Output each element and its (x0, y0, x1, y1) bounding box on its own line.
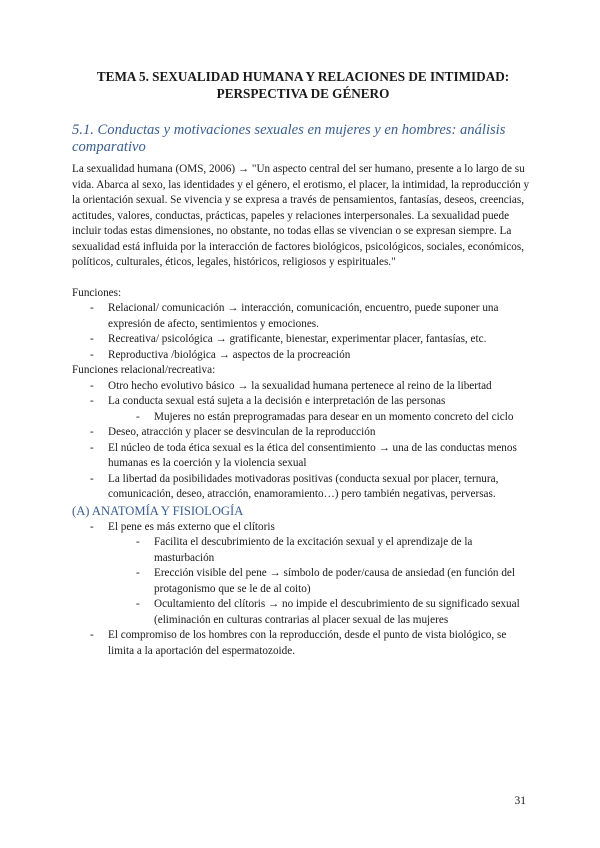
list-item-text: Facilita el descubrimiento de la excitación sexual y el aprendizaje de la masturbación (154, 536, 473, 564)
dash-bullet: - (90, 441, 94, 454)
list-item (72, 394, 534, 425)
sub-list-item (128, 535, 534, 566)
dash-bullet: - (90, 395, 94, 407)
dash-bullet: - (90, 520, 94, 533)
list-item (72, 379, 534, 395)
list-item (72, 332, 534, 348)
page-number: 31 (514, 795, 526, 807)
document-page (72, 68, 534, 659)
dash-bullet: - (90, 333, 94, 345)
list-item-text: Relacional/ comunicación → interacción, comunicación, encuentro, puede suponer una expresión de afecto, sentimientos y emociones. (108, 302, 499, 330)
intro-paragraph: La sexualidad humana (OMS, 2006) → "Un aspecto central del ser humano, presente a lo largo de su vida. Abarca al sexo, las identidades y el género, el erotismo, el placer, la intimidad, la reproducción y la orientación sexual. Se vivencia y se expresa a través de pensamientos, fantasías, deseos, creencias, actitudes, valores, conductas, prácticas, papeles y relaciones interpersonales. La sexualidad puede incluir todas estas dimensiones, no obstante, no todas ellas se vivencian o se expresan siempre. La sexualidad está influida por la interacción de factores biológicos, psicológicos, sociales, económicos, políticos, culturales, éticos, legales, históricos, religiosos y espirituales." (72, 163, 530, 268)
sub-list-item (128, 566, 534, 597)
funciones-label: Funciones: (72, 286, 122, 299)
list-item-text: Deseo, atracción y placer se desvinculan de la reproducción (108, 426, 376, 438)
list-item-text: Reproductiva /biológica → aspectos de la procreación (108, 348, 351, 361)
list-item (72, 472, 534, 503)
dash-bullet: - (90, 426, 94, 438)
dash-bullet: - (90, 348, 94, 361)
dash-bullet: - (136, 536, 140, 548)
chapter-title (72, 68, 534, 102)
chapter-title-line1: TEMA 5. SEXUALIDAD HUMANA Y RELACIONES DE INTIMIDAD: (96, 69, 510, 84)
dash-bullet: - (136, 410, 140, 423)
dash-bullet: - (90, 302, 94, 314)
dash-bullet: - (90, 629, 94, 641)
list-item-text: Ocultamiento del clítoris → no impide el descubrimiento de su significado sexual (eliminación en culturas contrarias al placer sexual de las mujeres (154, 598, 520, 626)
list-item (72, 441, 534, 472)
list-item (72, 301, 534, 332)
list-item-text: El compromiso de los hombres con la reproducción, desde el punto de vista biológico, se limita a la aportación del espermatozoide. (108, 629, 507, 657)
funciones-list (72, 301, 534, 363)
dash-bullet: - (90, 379, 94, 392)
list-item-text: La libertad da posibilidades motivadoras positivas (conducta sexual por placer, ternura, comunicación, deseo, atracción, enamoramiento…) pero también negativas, perversas. (108, 472, 499, 500)
dash-bullet: - (136, 567, 140, 579)
sub-list (128, 410, 534, 426)
dash-bullet: - (136, 598, 140, 610)
dash-bullet: - (90, 472, 94, 485)
list-item-text: Recreativa/ psicológica → gratificante, bienestar, experimentar placer, fantasías, etc. (108, 333, 487, 345)
relacional-list (72, 379, 534, 503)
sub-list-item (128, 410, 534, 426)
sub-list-item (128, 597, 534, 628)
anatomia-heading: (A) ANATOMÍA Y FISIOLOGÍA (72, 503, 244, 518)
section-subtitle: 5.1. Conductas y motivaciones sexuales en mujeres y en hombres: análisis comparativo (72, 122, 506, 155)
relacional-label: Funciones relacional/recreativa: (72, 364, 216, 376)
chapter-title-line2: PERSPECTIVA DE GÉNERO (216, 86, 390, 101)
list-item (72, 520, 534, 629)
sub-list (128, 535, 534, 628)
list-item-text: Otro hecho evolutivo básico → la sexualidad humana pertenece al reino de la libertad (108, 379, 492, 392)
list-item (72, 425, 534, 441)
list-item-text: La conducta sexual está sujeta a la decisión e interpretación de las personas (108, 395, 446, 407)
list-item (72, 628, 534, 659)
list-item-text: Erección visible del pene → símbolo de poder/causa de ansiedad (en función del protagonismo que se le de al coito) (154, 567, 515, 595)
anatomia-list (72, 520, 534, 660)
list-item (72, 348, 534, 364)
list-item-text: Mujeres no están preprogramadas para desear en un momento concreto del ciclo (154, 410, 514, 423)
list-item-text: El núcleo de toda ética sexual es la ética del consentimiento → una de las conductas menos humanas es la coerción y la violencia sexual (108, 441, 517, 469)
list-item-text: El pene es más externo que el clítoris (108, 520, 275, 533)
